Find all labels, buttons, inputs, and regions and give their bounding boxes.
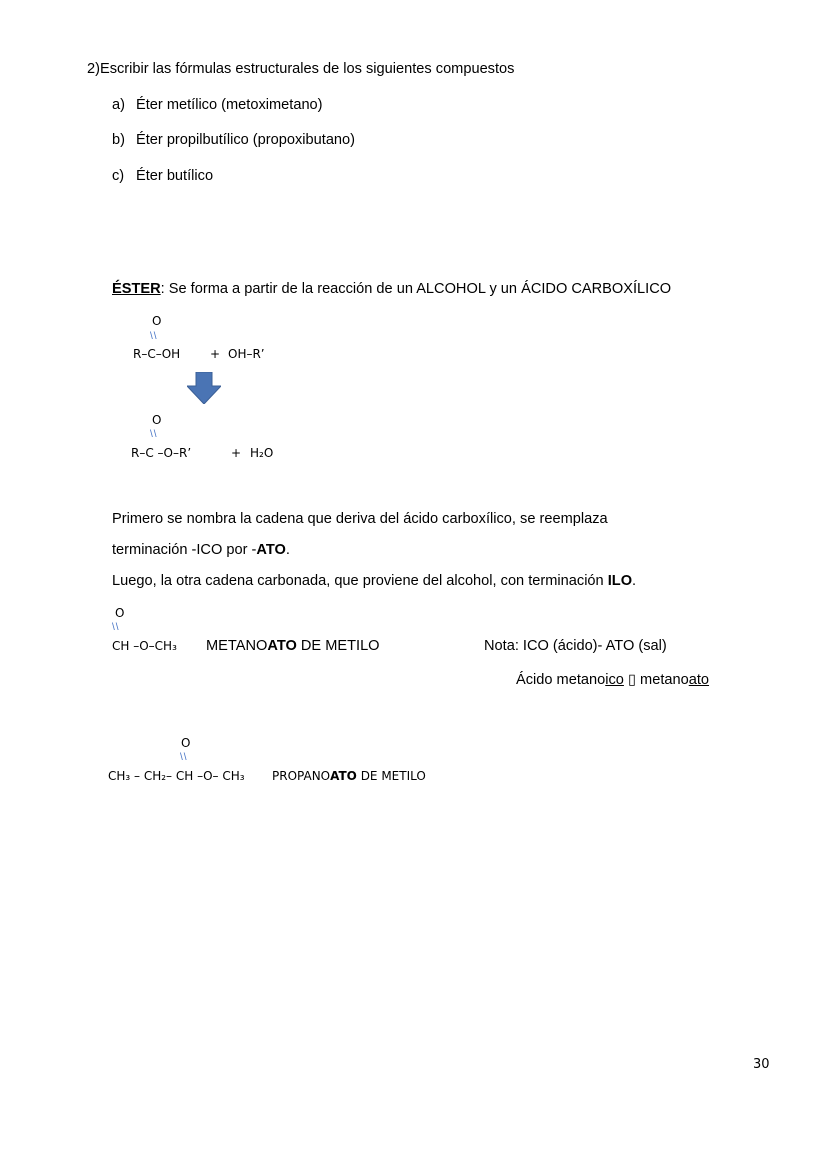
list-text: Éter metílico (metoximetano)	[136, 97, 323, 113]
reaction2-ester: R–C –O–R’	[131, 446, 192, 460]
list-text: Éter propilbutílico (propoxibutano)	[136, 132, 356, 148]
list-item	[112, 97, 323, 113]
rules-bold: ATO	[256, 542, 286, 558]
reaction1-plus: +	[210, 347, 221, 361]
name-bold: ATO	[267, 638, 297, 654]
note-text: Ácido metano	[516, 672, 606, 688]
note-line2	[516, 671, 709, 688]
name-text: DE METILO	[296, 638, 380, 654]
reaction2-plus: +	[231, 446, 242, 460]
name-bold: ATO	[330, 769, 357, 783]
reaction1-alcohol: OH–R’	[228, 347, 265, 361]
list-item	[112, 168, 214, 184]
rules-text: Luego, la otra cadena carbonada, que proviene del alcohol, con terminación	[112, 573, 608, 589]
ester-intro: : Se forma a partir de la reacción de un ALCOHOL y un ÁCIDO CARBOXÍLICO	[160, 281, 672, 297]
list-marker: b)	[112, 132, 125, 148]
reaction2-water: H₂O	[250, 446, 274, 460]
rules-text: .	[632, 573, 637, 589]
note-underlined: ato	[688, 672, 710, 688]
reaction2-oxygen: O	[152, 413, 162, 427]
rules-line2	[112, 542, 290, 558]
note-text: ▯ metano	[623, 672, 689, 688]
example1-oxygen: O	[115, 606, 125, 620]
example1-formula: CH –O–CH₃	[112, 639, 177, 653]
ester-paragraph	[112, 281, 671, 297]
example2-name	[272, 769, 426, 783]
reaction1-double-bond: \\	[150, 331, 158, 342]
note: Nota: ICO (ácido)- ATO (sal)	[484, 638, 667, 654]
example2-double-bond: \\	[180, 752, 188, 763]
example1-double-bond: \\	[112, 622, 120, 633]
ester-heading: ÉSTER	[112, 281, 161, 297]
page-number: 30	[753, 1057, 770, 1072]
example1-name	[206, 638, 380, 654]
list-item	[112, 132, 356, 148]
list-marker: a)	[112, 97, 125, 113]
example2-formula: CH₃ – CH₂– CH –O– CH₃	[108, 769, 245, 783]
reaction1-oxygen: O	[152, 314, 162, 328]
exercise-title: 2)Escribir las fórmulas estructurales de los siguientes compuestos	[87, 61, 515, 77]
rules-bold: ILO	[607, 573, 633, 589]
name-text: DE METILO	[356, 769, 426, 783]
rules-line3	[112, 573, 636, 589]
list-marker: c)	[112, 168, 125, 184]
note-underlined: ico	[605, 672, 624, 688]
example2-oxygen: O	[181, 736, 191, 750]
name-text: METANO	[206, 638, 268, 654]
rules-line1: Primero se nombra la cadena que deriva del ácido carboxílico, se reemplaza	[112, 511, 608, 527]
list-text: Éter butílico	[136, 168, 214, 184]
name-text: PROPANO	[272, 769, 331, 783]
rules-text: terminación -ICO por -	[112, 542, 257, 558]
reaction2-double-bond: \\	[150, 429, 158, 440]
reaction1-acid: R–C–OH	[133, 347, 181, 361]
arrow-down-icon	[187, 372, 221, 404]
rules-text: .	[285, 542, 290, 558]
